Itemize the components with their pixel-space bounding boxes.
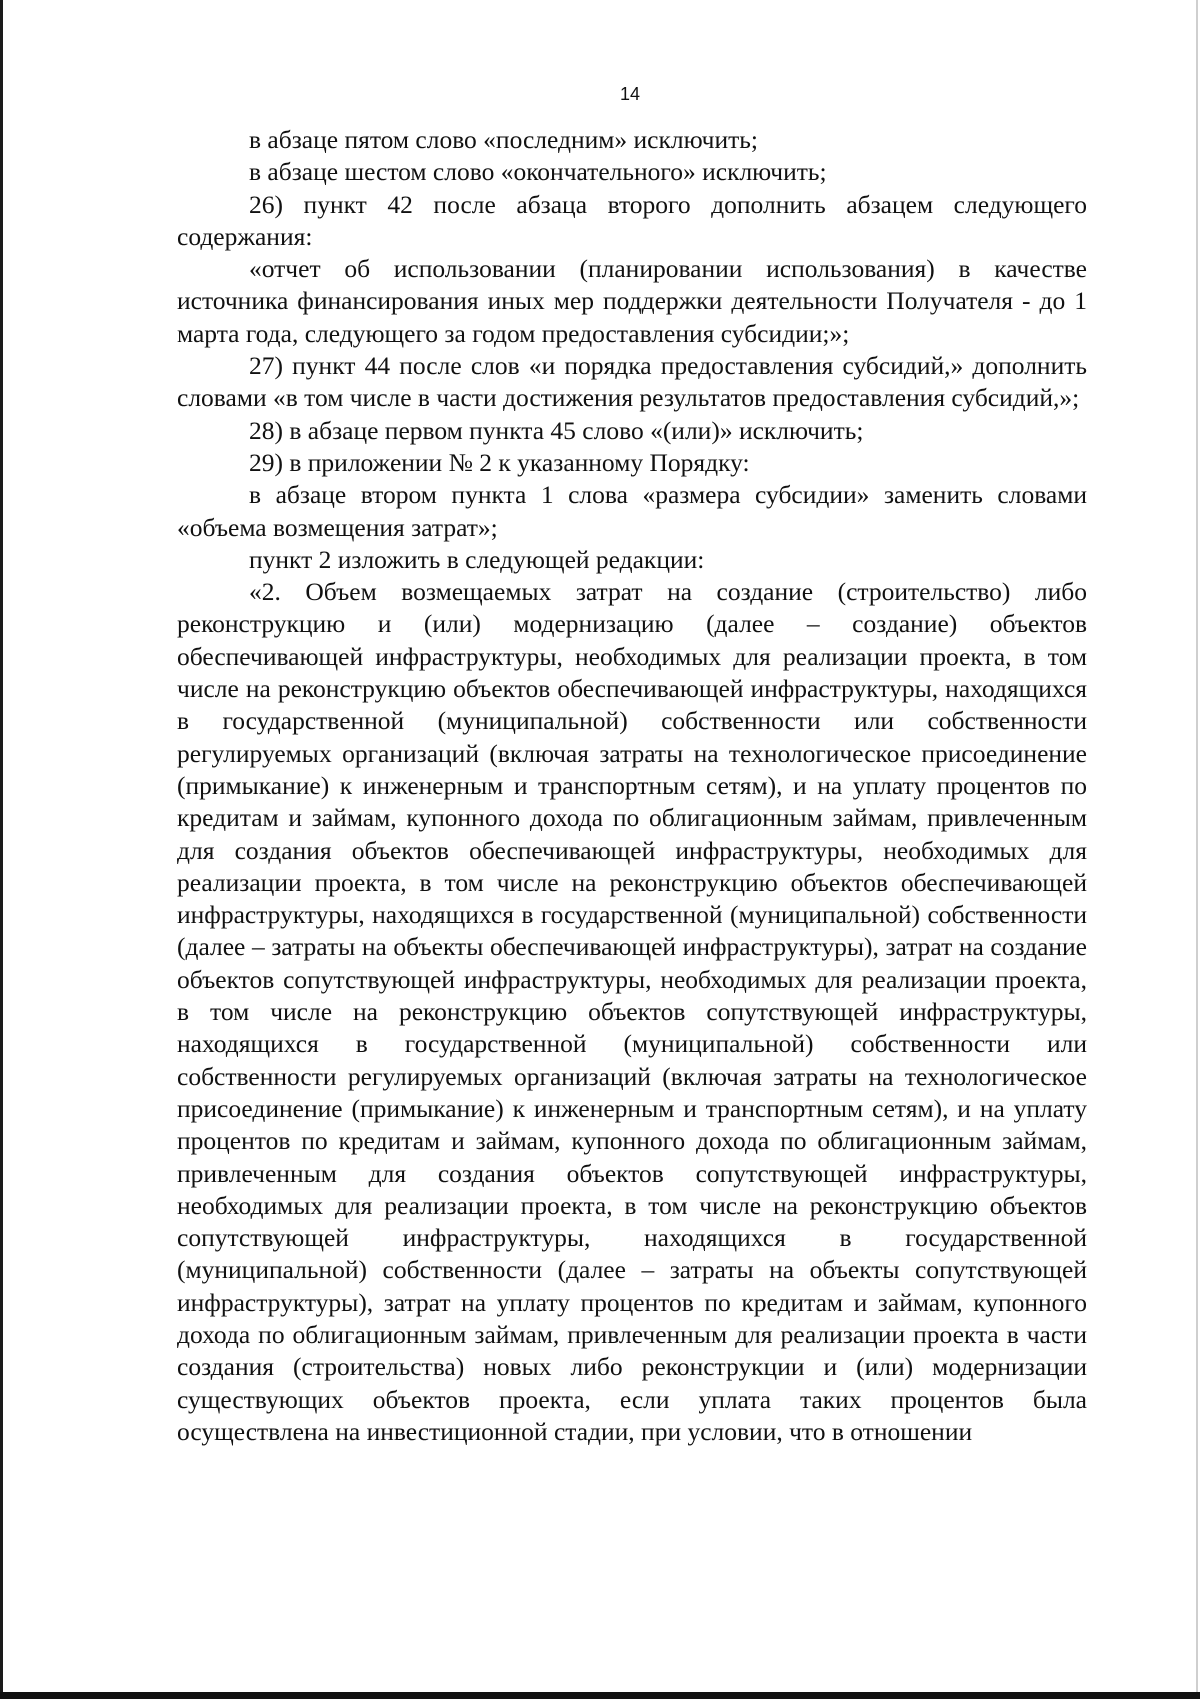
scan-bottom-edge — [0, 1692, 1200, 1699]
scan-right-edge — [1196, 0, 1198, 1699]
paragraph-item-27: 27) пункт 44 после слов «и порядка предоставления субсидий,» дополнить словами «в том числе в части достижения результатов предоставления субсидий,»; — [177, 351, 1087, 413]
paragraph-item-29: 29) в приложении № 2 к указанному Порядку: — [249, 447, 750, 477]
paragraph-point-2-text: «2. Объем возмещаемых затрат на создание (строительство) либо реконструкцию и (или) модернизацию (далее – создание) объектов обеспечивающей инфраструктуры, необходимых для реализации проекта, в том числе на реконструкцию объектов обеспечивающей инфраструктуры, находящихся в государственной (муниципальной) собственности или собственности регулируемых организаций (включая затраты на технологическое присоединение (примыкание) к инженерным и транспортным сетям), и на уплату процентов по кредитам и займам, купонного дохода по облигационным займам, привлеченным для создания объектов обеспечивающей инфраструктуры, необходимых для реализации проекта, в том числе на реконструкцию объектов обеспечивающей инфраструктуры, находящихся в государственной (муниципальной) собственности (далее – затраты на объекты обеспечивающей инфраструктуры), затрат на создание объектов сопутствующей инфраструктуры, необходимых для реализации проекта, в том числе на реконструкцию объектов сопутствующей инфраструктуры, находящихся в государственной (муниципальной) собственности или собственности регулируемых организаций (включая затраты на технологическое присоединение (примыкание) к инженерным и транспортным сетям), и на уплату процентов по кредитам и займам, купонного дохода по облигационным займам, привлеченным для создания объектов сопутствующей инфраструктуры, необходимых для реализации проекта, в том числе на реконструкцию объектов сопутствующей инфраструктуры, находящихся в государственной (муниципальной) собственности (далее – затраты на объекты сопутствующей инфраструктуры), затрат на уплату процентов по кредитам и займам, купонного дохода по облигационным займам, привлеченным для реализации проекта в части создания (строительства) новых либо реконструкции и (или) модернизации существующих объектов проекта, если уплата таких процентов была осуществлена на инвестиционной стадии, при условии, что в отношении — [177, 577, 1087, 1446]
paragraph-abzac-6: в абзаце шестом слово «окончательного» исключить; — [249, 157, 827, 187]
scan-left-edge — [0, 0, 3, 1699]
paragraph-point-2-intro: пункт 2 изложить в следующей редакции: — [249, 544, 705, 574]
page-number: 14 — [619, 84, 641, 104]
paragraph-item-26: 26) пункт 42 после абзаца второго дополнить абзацем следующего содержания: — [177, 189, 1087, 251]
paragraph-abzac-5: в абзаце пятом слово «последним» исключить; — [249, 125, 759, 154]
paragraph-point-1: в абзаце втором пункта 1 слова «размера субсидии» заменить словами «объема возмещения затрат»; — [177, 480, 1087, 542]
document-body — [177, 124, 1087, 1448]
paragraph-report-quote: «отчет об использовании (планировании использования) в качестве источника финансирования иных мер поддержки деятельности Получателя - до 1 марта года, следующего за годом предоставления субсидии;»; — [177, 254, 1087, 348]
paragraph-item-28: 28) в абзаце первом пункта 45 слово «(или)» исключить; — [249, 415, 864, 445]
